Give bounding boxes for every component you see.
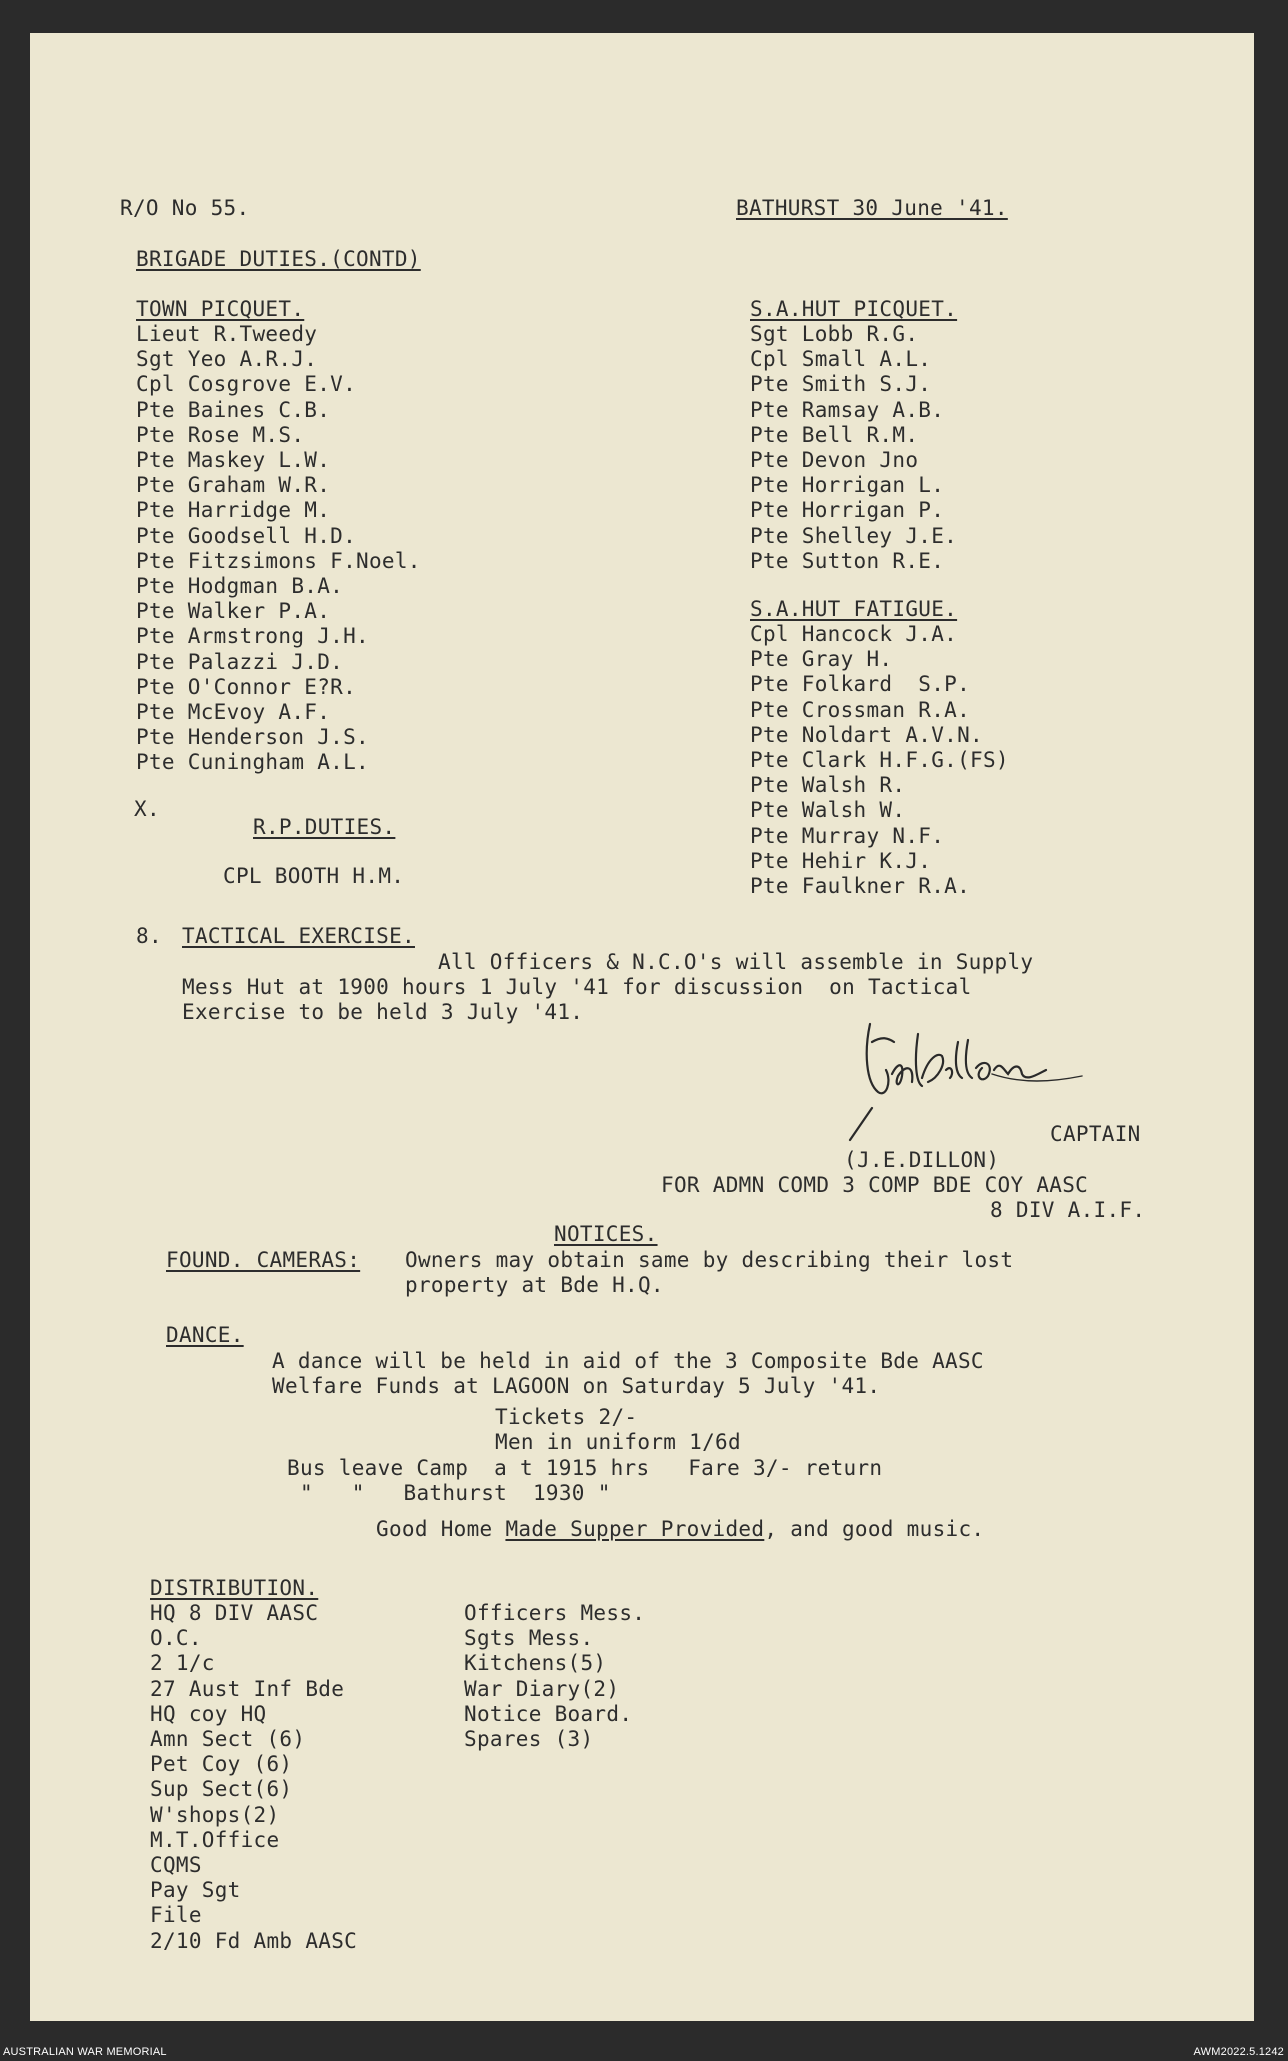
town-picquet-member: Pte Walker P.A. xyxy=(136,599,331,624)
rp-duties-heading: R.P.DUTIES. xyxy=(253,815,396,839)
section-title: BRIGADE DUTIES.(CONTD) xyxy=(136,247,421,271)
sa-hut-picquet-member: Sgt Lobb R.G. xyxy=(750,322,919,346)
town-picquet-member: Pte Maskey L.W. xyxy=(136,448,331,473)
distribution-recipient: O.C. xyxy=(150,1626,202,1651)
order-reference: R/O No 55. xyxy=(120,196,250,220)
distribution-recipient: Sup Sect(6) xyxy=(150,1777,293,1802)
sa-hut-picquet-member: Pte Ramsay A.B. xyxy=(750,397,945,422)
tactical-line-3: Exercise to be held 3 July '41. xyxy=(182,1000,584,1024)
distribution-recipient: War Diary(2) xyxy=(464,1676,620,1701)
distribution-recipient: Amn Sect (6) xyxy=(150,1727,306,1752)
distribution-recipient: File xyxy=(150,1903,202,1928)
tactical-heading: TACTICAL EXERCISE. xyxy=(182,924,415,948)
sa-hut-picquet-list xyxy=(750,322,957,574)
town-picquet-member: Sgt Yeo A.R.J. xyxy=(136,347,318,372)
distribution-recipient: HQ coy HQ xyxy=(150,1701,267,1726)
bathurst-line: " " Bathurst 1930 " xyxy=(300,1481,611,1505)
town-picquet-member: Cpl Cosgrove E.V. xyxy=(136,372,357,397)
distribution-recipient: Pay Sgt xyxy=(150,1878,241,1903)
rp-duties-number: X. xyxy=(134,797,160,821)
distribution-recipient: Notice Board. xyxy=(464,1701,633,1726)
town-picquet-member: Pte Armstrong J.H. xyxy=(136,624,369,649)
town-picquet-member: Pte O'Connor E?R. xyxy=(136,674,357,699)
sa-hut-fatigue-member: Cpl Hancock J.A. xyxy=(750,622,958,646)
sa-hut-fatigue-member: Pte Noldart A.V.N. xyxy=(750,722,983,747)
tickets-line: Tickets 2/- xyxy=(495,1405,638,1429)
town-picquet-member: Pte Palazzi J.D. xyxy=(136,649,344,674)
sa-hut-picquet-member: Pte Sutton R.E. xyxy=(750,548,945,573)
distribution-left-list xyxy=(150,1601,357,1954)
town-picquet-member: Lieut R.Tweedy xyxy=(136,322,318,346)
bus-line: Bus leave Camp a t 1915 hrs Fare 3/- return xyxy=(287,1456,883,1480)
town-picquet-list xyxy=(136,322,421,776)
rp-duties-member: CPL BOOTH H.M. xyxy=(223,864,405,888)
sa-hut-fatigue-member: Pte Murray N.F. xyxy=(750,823,945,848)
sa-hut-picquet-member: Pte Horrigan P. xyxy=(750,498,945,523)
dance-line-1: A dance will be held in aid of the 3 Composite Bde AASC xyxy=(272,1349,984,1373)
found-cameras-line-1: Owners may obtain same by describing their lost xyxy=(405,1248,1014,1272)
sa-hut-fatigue-member: Pte Hehir K.J. xyxy=(750,848,932,873)
dance-line-2: Welfare Funds at LAGOON on Saturday 5 July '41. xyxy=(272,1374,881,1398)
distribution-recipient: Spares (3) xyxy=(464,1727,594,1752)
distribution-recipient: 2 1/c xyxy=(150,1651,215,1676)
supper-text-end: , and good music. xyxy=(764,1517,985,1541)
town-picquet-heading: TOWN PICQUET. xyxy=(136,297,305,321)
town-picquet-member: Pte Henderson J.S. xyxy=(136,725,369,750)
supper-text-underlined: Made Supper Provided xyxy=(505,1517,765,1541)
distribution-recipient: Sgts Mess. xyxy=(464,1626,594,1651)
sa-hut-fatigue-member: Pte Walsh W. xyxy=(750,798,906,823)
distribution-recipient: Pet Coy (6) xyxy=(150,1752,293,1777)
distribution-recipient: HQ 8 DIV AASC xyxy=(150,1601,319,1625)
signature-rank: CAPTAIN xyxy=(1050,1122,1141,1146)
sa-hut-picquet-heading: S.A.HUT PICQUET. xyxy=(750,297,958,321)
signature-for-line: FOR ADMN COMD 3 COMP BDE COY AASC xyxy=(661,1173,1089,1197)
sa-hut-picquet-member: Pte Horrigan L. xyxy=(750,473,945,498)
sa-hut-picquet-member: Pte Shelley J.E. xyxy=(750,523,958,548)
distribution-recipient: W'shops(2) xyxy=(150,1802,280,1827)
sa-hut-picquet-member: Pte Bell R.M. xyxy=(750,422,919,447)
supper-line xyxy=(376,1517,984,1542)
notices-heading: NOTICES. xyxy=(554,1222,658,1246)
tactical-line-2: Mess Hut at 1900 hours 1 July '41 for discussion on Tactical xyxy=(182,975,972,999)
tactical-number: 8. xyxy=(136,924,162,948)
found-cameras-line-2: property at Bde H.Q. xyxy=(405,1273,664,1297)
distribution-recipient: 2/10 Fd Amb AASC xyxy=(150,1928,358,1953)
sa-hut-fatigue-list xyxy=(750,622,1009,899)
distribution-right-list xyxy=(464,1601,645,1752)
found-cameras-label: FOUND. CAMERAS: xyxy=(166,1248,361,1272)
uniform-line: Men in uniform 1/6d xyxy=(495,1430,741,1454)
dance-heading: DANCE. xyxy=(166,1323,244,1347)
signature-name: (J.E.DILLON) xyxy=(844,1148,1000,1172)
sa-hut-fatigue-member: Pte Walsh R. xyxy=(750,773,906,798)
distribution-heading: DISTRIBUTION. xyxy=(150,1576,319,1600)
distribution-recipient: M.T.Office xyxy=(150,1827,280,1852)
archive-credit: AUSTRALIAN WAR MEMORIAL xyxy=(3,2046,167,2058)
tactical-line-1: All Officers & N.C.O's will assemble in Supply xyxy=(438,950,1034,974)
distribution-recipient: Officers Mess. xyxy=(464,1601,646,1625)
supper-text-start: Good Home xyxy=(376,1517,506,1541)
order-date: BATHURST 30 June '41. xyxy=(736,196,1008,220)
town-picquet-member: Pte Baines C.B. xyxy=(136,397,331,422)
sa-hut-fatigue-member: Pte Clark H.F.G.(FS) xyxy=(750,748,1009,773)
sa-hut-fatigue-member: Pte Gray H. xyxy=(750,647,893,672)
archive-reference: AWM2022.5.1242 xyxy=(1193,2046,1284,2058)
town-picquet-member: Pte McEvoy A.F. xyxy=(136,700,331,725)
town-picquet-member: Pte Goodsell H.D. xyxy=(136,523,357,548)
signature-unit: 8 DIV A.I.F. xyxy=(990,1198,1146,1222)
sa-hut-fatigue-heading: S.A.HUT FATIGUE. xyxy=(750,597,958,621)
town-picquet-member: Pte Graham W.R. xyxy=(136,473,331,498)
town-picquet-member: Pte Fitzsimons F.Noel. xyxy=(136,548,421,573)
sa-hut-fatigue-member: Pte Crossman R.A. xyxy=(750,697,971,722)
sa-hut-fatigue-member: Pte Folkard S.P. xyxy=(750,672,971,697)
town-picquet-member: Pte Hodgman B.A. xyxy=(136,574,344,599)
sa-hut-picquet-member: Cpl Small A.L. xyxy=(750,347,932,372)
distribution-recipient: CQMS xyxy=(150,1853,202,1878)
town-picquet-member: Pte Cuningham A.L. xyxy=(136,750,369,775)
sa-hut-picquet-member: Pte Smith S.J. xyxy=(750,372,932,397)
sa-hut-fatigue-member: Pte Faulkner R.A. xyxy=(750,874,971,899)
sa-hut-picquet-member: Pte Devon Jno xyxy=(750,448,919,473)
town-picquet-member: Pte Rose M.S. xyxy=(136,422,305,447)
distribution-recipient: Kitchens(5) xyxy=(464,1651,607,1676)
distribution-recipient: 27 Aust Inf Bde xyxy=(150,1676,345,1701)
town-picquet-member: Pte Harridge M. xyxy=(136,498,331,523)
